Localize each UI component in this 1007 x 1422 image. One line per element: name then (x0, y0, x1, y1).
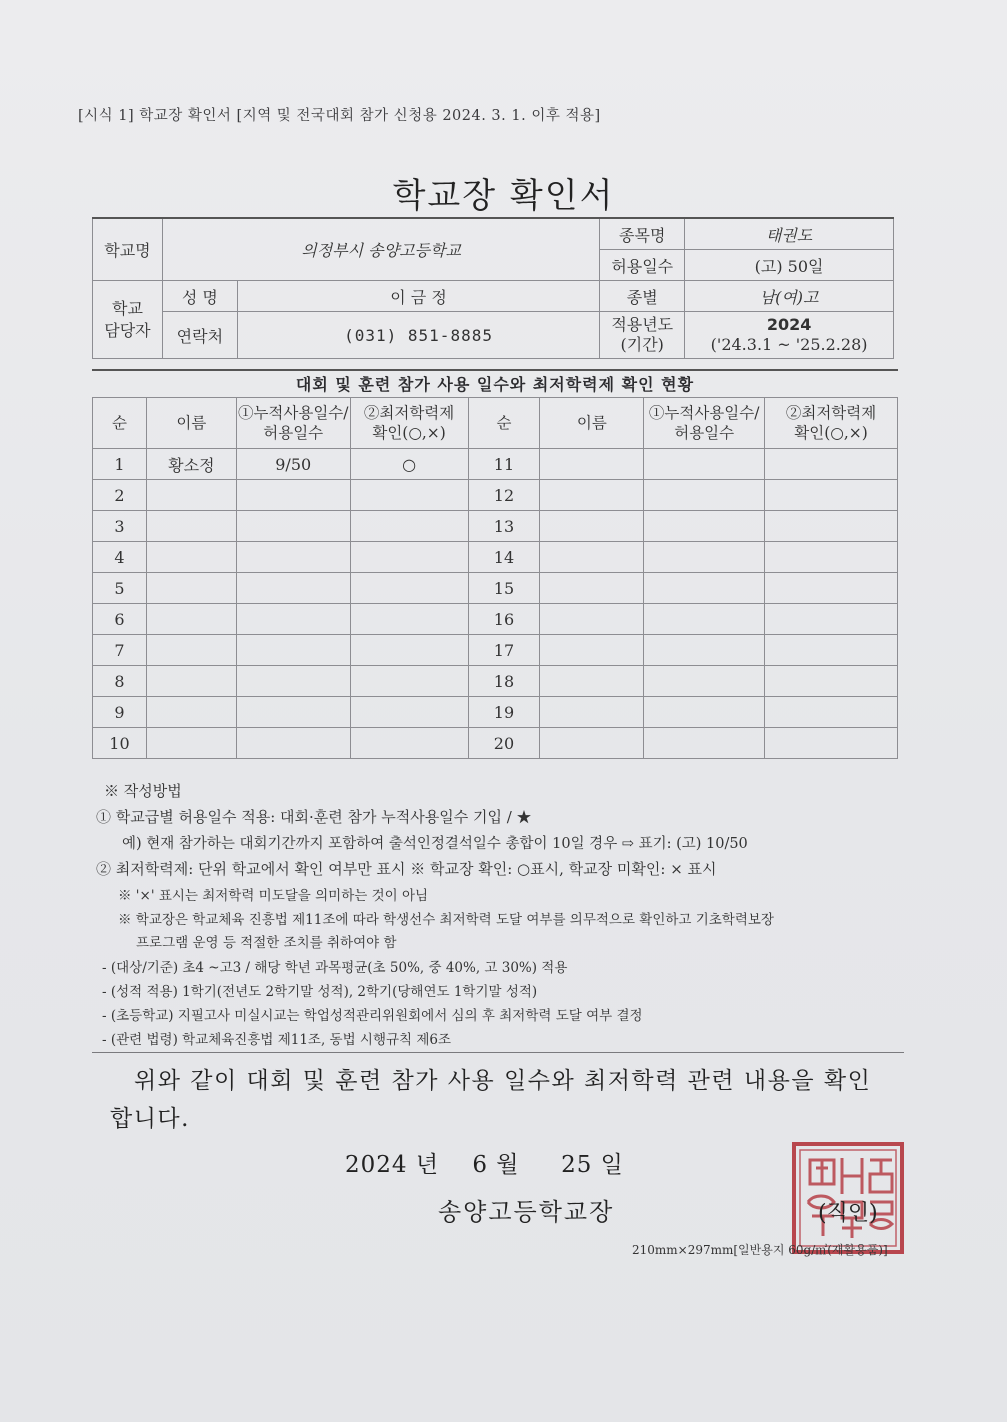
row-name2 (540, 728, 644, 759)
row-days2 (644, 573, 765, 604)
row-no2: 17 (468, 635, 540, 666)
row-days2 (644, 728, 765, 759)
col-min2-header (765, 398, 898, 449)
confirmation-line-1: 위와 같이 대회 및 훈련 참가 사용 일수와 최저학력 관련 내용을 확인 (134, 1068, 872, 1094)
col-min2-header-line2: 확인(○,×) (794, 424, 868, 442)
row-name2 (540, 542, 644, 573)
gender-label: 종별 (600, 281, 685, 312)
row-min (350, 666, 468, 697)
apply-year-label-line2: (기간) (620, 335, 664, 354)
row-no2: 12 (468, 480, 540, 511)
contact-value: (031) 851-8885 (237, 312, 599, 359)
row-days (236, 697, 350, 728)
row-no2: 20 (468, 728, 540, 759)
row-name2 (540, 449, 644, 480)
row-days: 9/50 (236, 449, 350, 480)
contact-label: 연락처 (162, 312, 237, 359)
row-min2 (765, 449, 898, 480)
table-row (93, 697, 898, 728)
col-days-header-line1: ①누적사용일수/ (237, 404, 349, 422)
row-days2 (644, 480, 765, 511)
row-no2: 14 (468, 542, 540, 573)
row-min2 (765, 511, 898, 542)
row-no: 7 (93, 635, 147, 666)
table-row (93, 542, 898, 573)
date-day-unit: 일 (600, 1152, 624, 1178)
row-days2 (644, 511, 765, 542)
note-item-1: ① 학교급별 허용일수 적용: 대회·훈련 참가 누적사용일수 기입 / ★ (96, 808, 532, 826)
row-name (146, 666, 236, 697)
row-days2 (644, 449, 765, 480)
row-no2: 16 (468, 604, 540, 635)
row-min (350, 542, 468, 573)
note-detail-elementary: - (초등학교) 지필고사 미실시교는 학업성적관리위원회에서 심의 후 최저학력 도달 여부 결정 (102, 1008, 643, 1024)
confirmation-line-2: 합니다. (110, 1106, 190, 1132)
row-days2 (644, 697, 765, 728)
row-no: 2 (93, 480, 147, 511)
apply-year-value (685, 312, 894, 359)
col-days-header-line2: 허용일수 (263, 424, 324, 442)
document-title: 학교장 확인서 (392, 176, 615, 216)
row-min (350, 511, 468, 542)
row-no2: 11 (468, 449, 540, 480)
table-header-row (93, 398, 898, 449)
table-row (93, 666, 898, 697)
date-year: 2024 (345, 1152, 408, 1178)
apply-year-label-line1: 적용년도 (611, 315, 674, 334)
manager-label-line2: 담당자 (104, 320, 151, 340)
note-detail-grades: - (성적 적용) 1학기(전년도 2학기말 성적), 2학기(당해연도 1학기말 성적) (102, 984, 538, 1000)
date-month: 6 (472, 1152, 488, 1178)
row-min (350, 728, 468, 759)
section-title: 대회 및 훈련 참가 사용 일수와 최저학력제 확인 현황 (92, 369, 898, 397)
row-name (146, 635, 236, 666)
row-min2 (765, 542, 898, 573)
row-min (350, 697, 468, 728)
row-name (146, 604, 236, 635)
row-days (236, 635, 350, 666)
row-days2 (644, 604, 765, 635)
row-no: 4 (93, 542, 147, 573)
school-info-table (92, 217, 894, 359)
table-row (93, 511, 898, 542)
row-name2 (540, 635, 644, 666)
row-name2 (540, 697, 644, 728)
row-days2 (644, 542, 765, 573)
row-days (236, 728, 350, 759)
note-item-1-example: 예) 현재 참가하는 대회기간까지 포함하여 출석인정결석일수 총합이 10일 경우 ⇨ 표기: (고) 10/50 (122, 836, 748, 852)
row-min2 (765, 728, 898, 759)
date-day: 25 (561, 1152, 593, 1178)
row-no2: 13 (468, 511, 540, 542)
row-no2: 15 (468, 573, 540, 604)
note-item-2-remark: ※ '×' 표시는 최저학력 미도달을 의미하는 것이 아님 (118, 888, 429, 904)
table-row (93, 480, 898, 511)
note-item-2-obligation-cont: 프로그램 운영 등 적절한 조치를 취하여야 함 (136, 935, 397, 951)
row-days (236, 573, 350, 604)
table-row (93, 604, 898, 635)
row-min2 (765, 697, 898, 728)
note-detail-law: - (관련 법령) 학교체육진흥법 제11조, 동법 시행규칙 제6조 (102, 1032, 452, 1048)
date-month-unit: 월 (496, 1152, 520, 1178)
row-days2 (644, 666, 765, 697)
row-name2 (540, 480, 644, 511)
row-min2 (765, 480, 898, 511)
row-no: 3 (93, 511, 147, 542)
row-min2 (765, 573, 898, 604)
issue-date (345, 1146, 624, 1179)
row-min2 (765, 604, 898, 635)
form-header-note: [시식 1] 학교장 확인서 [지역 및 전국대회 참가 신청용 2024. 3. 1. 이후 적용] (78, 108, 601, 124)
row-min (350, 480, 468, 511)
table-row (93, 728, 898, 759)
apply-year-label (600, 312, 685, 359)
row-name2 (540, 511, 644, 542)
table-row (93, 573, 898, 604)
row-name2 (540, 604, 644, 635)
row-min (350, 635, 468, 666)
row-days (236, 542, 350, 573)
col-min-header-line1: ②최저학력제 (363, 404, 455, 422)
apply-year-value-line1: 2024 (766, 315, 812, 334)
row-name (146, 511, 236, 542)
apply-year-value-line2: ('24.3.1 ~ '25.2.28) (710, 335, 868, 354)
row-no: 1 (93, 449, 147, 480)
col-min-header (350, 398, 468, 449)
row-no: 5 (93, 573, 147, 604)
school-name-label: 학교명 (93, 218, 163, 281)
row-days2 (644, 635, 765, 666)
row-no2: 18 (468, 666, 540, 697)
row-no: 8 (93, 666, 147, 697)
col-name-header: 이름 (146, 398, 236, 449)
manager-name-label: 성 명 (162, 281, 237, 312)
row-days (236, 480, 350, 511)
sport-label: 종목명 (600, 218, 685, 250)
sport-value: 태권도 (685, 218, 894, 250)
row-name2 (540, 573, 644, 604)
row-min2 (765, 635, 898, 666)
date-year-unit: 년 (415, 1152, 440, 1178)
table-row (93, 635, 898, 666)
col-days2-header-line2: 허용일수 (674, 424, 735, 442)
row-no2: 19 (468, 697, 540, 728)
row-days (236, 511, 350, 542)
col-days2-header (644, 398, 765, 449)
col-no2-header: 순 (468, 398, 540, 449)
allowed-days-value: (고) 50일 (685, 250, 894, 281)
row-name (146, 480, 236, 511)
row-min (350, 604, 468, 635)
row-name (146, 573, 236, 604)
table-row (93, 449, 898, 480)
note-item-2: ② 최저학력제: 단위 학교에서 확인 여부만 표시 ※ 학교장 확인: ○표시, 학교장 미확인: × 표시 (96, 860, 717, 878)
row-no: 10 (93, 728, 147, 759)
paper-size-note: 210mm×297mm[일반용지 60g/㎡(재활용품)] (632, 1243, 888, 1257)
col-name2-header: 이름 (540, 398, 644, 449)
participation-table (92, 397, 898, 759)
row-no: 9 (93, 697, 147, 728)
row-days (236, 604, 350, 635)
seal-label: (직인) (818, 1201, 878, 1226)
col-no-header: 순 (93, 398, 147, 449)
row-min (350, 573, 468, 604)
allowed-days-label: 허용일수 (600, 250, 685, 281)
row-name (146, 542, 236, 573)
row-min2 (765, 666, 898, 697)
manager-name-value: 이 금 정 (237, 281, 599, 312)
gender-value: 남(여)고 (685, 281, 894, 312)
principal-name: 송양고등학교장 (438, 1198, 615, 1226)
note-detail-target: - (대상/기준) 초4 ~고3 / 해당 학년 과목평균(초 50%, 중 40%, 고 30%) 적용 (102, 960, 568, 976)
col-min2-header-line1: ②최저학력제 (785, 404, 877, 422)
row-no: 6 (93, 604, 147, 635)
manager-label-line1: 학교 (111, 298, 143, 318)
row-name2 (540, 666, 644, 697)
confirmation-statement (110, 1062, 900, 1138)
row-name: 황소정 (146, 449, 236, 480)
note-item-2-obligation: ※ 학교장은 학교체육 진흥법 제11조에 따라 학생선수 최저학력 도달 여부를 의무적으로 확인하고 기초학력보장 (118, 912, 774, 928)
notes-heading: ※ 작성방법 (104, 782, 182, 800)
col-min-header-line2: 확인(○,×) (372, 424, 446, 442)
divider (92, 1052, 904, 1053)
row-min: ○ (350, 449, 468, 480)
col-days-header (236, 398, 350, 449)
row-name (146, 697, 236, 728)
col-days2-header-line1: ①누적사용일수/ (648, 404, 760, 422)
row-days (236, 666, 350, 697)
manager-label (93, 281, 163, 359)
school-name-value: 의정부시 송양고등학교 (162, 218, 599, 281)
row-name (146, 728, 236, 759)
